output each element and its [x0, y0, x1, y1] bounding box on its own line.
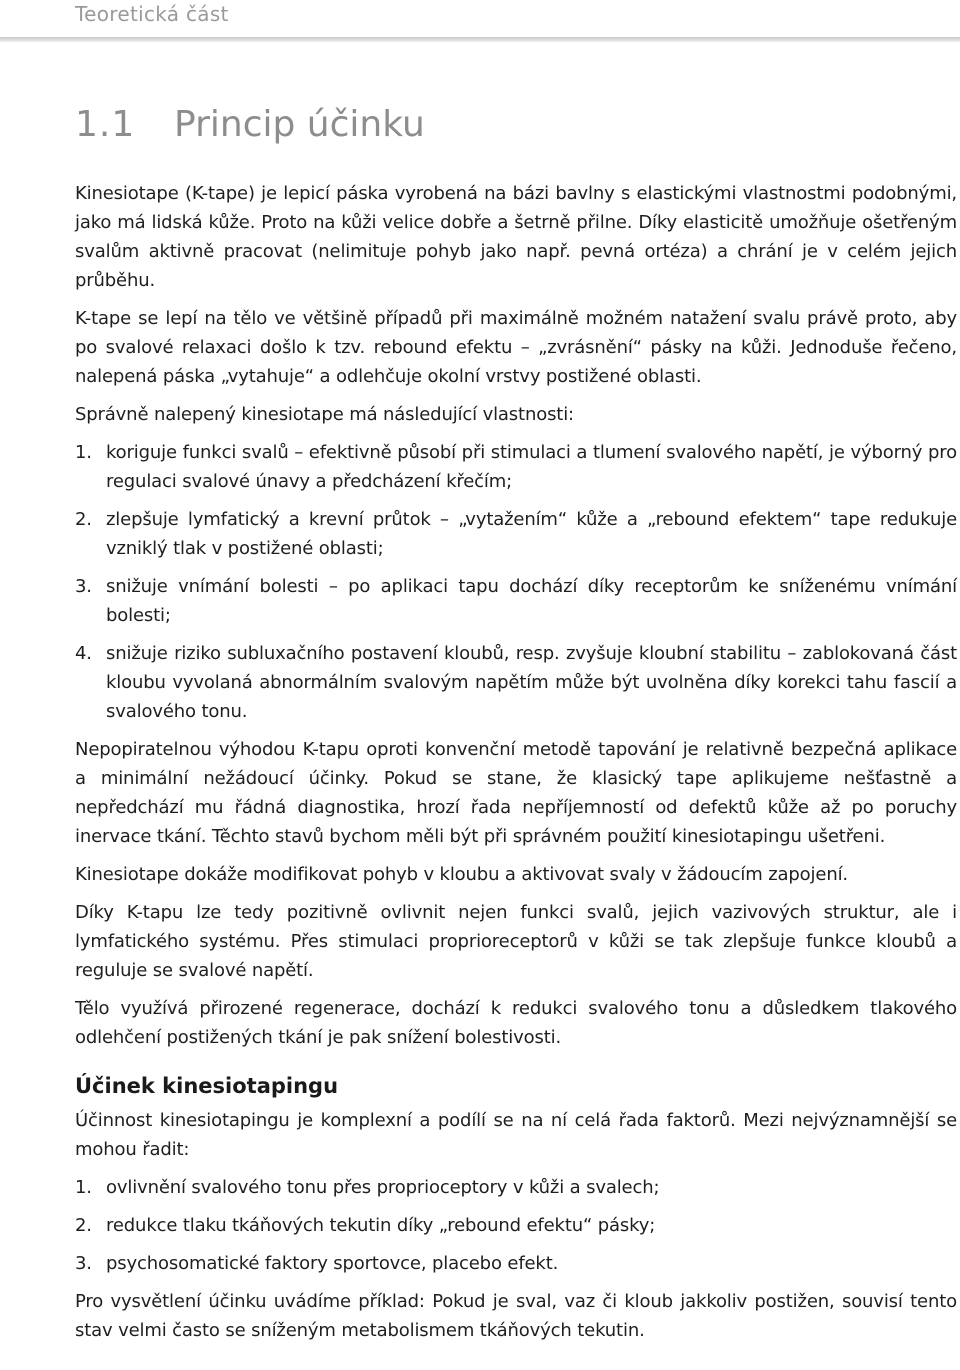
- list-item-text: snižuje riziko subluxačního postavení kloubů, resp. zvyšuje kloubní stabilitu – zablokovaná část kloubu vyvolaná abnormálním svalovým napětím může být uvolněna díky korekci tahu fascií a svalového tonu.: [106, 643, 957, 722]
- list-marker: 2.: [75, 509, 92, 530]
- section-title: Princip účinku: [174, 104, 425, 145]
- subsection-intro: Účinnost kinesiotapingu je komplexní a podílí se na ní celá řada faktorů. Mezi nejvýznamnější se mohou řadit:: [75, 1110, 957, 1160]
- list-item: [75, 1173, 957, 1202]
- list-marker: 3.: [75, 1253, 92, 1274]
- list-marker: 2.: [75, 1215, 92, 1236]
- list-item: [75, 505, 957, 563]
- list-item: [75, 1211, 957, 1240]
- body-paragraph-3: Díky K-tapu lze tedy pozitivně ovlivnit nejen funkci svalů, jejich vazivových struktur, ale i lymfatického systému. Přes stimulaci proprioreceptorů v kůži se tak zlepšuje funkce kloubů a reguluje se svalové napětí.: [75, 902, 957, 981]
- body-paragraph-1: Nepopiratelnou výhodou K-tapu oproti konvenční metodě tapování je relativně bezpečná aplikace a minimální nežádoucí účinky. Pokud se stane, že klasický tape aplikujeme nešťastně a nepředchází mu řádná diagnostika, hrozí řada nepříjemností od defektů kůže až po poruchy inervace tkání. Těchto stavů bychom měli být při správném použití kinesiotapingu ušetřeni.: [75, 739, 957, 847]
- intro-paragraph-3: Správně nalepený kinesiotape má následující vlastnosti:: [75, 404, 574, 425]
- list-item-text: ovlivnění svalového tonu přes proprioceptory v kůži a svalech;: [106, 1177, 660, 1198]
- body-paragraph-4: Tělo využívá přirozené regenerace, dochází k redukci svalového tonu a důsledkem tlakového odlehčení postižených tkání je pak snížení bolestivosti.: [75, 998, 957, 1048]
- body-paragraph-2: Kinesiotape dokáže modifikovat pohyb v kloubu a aktivovat svaly v žádoucím zapojení.: [75, 864, 849, 885]
- factors-list: [75, 1173, 957, 1278]
- intro-paragraph-2: K-tape se lepí na tělo ve většině případů při maximálně možném natažení svalu právě proto, aby po svalové relaxaci došlo k tzv. rebound efektu – „zvrásnění“ pásky na kůži. Jednoduše řečeno, nalepená páska „vytahuje“ a odlehčuje okolní vrstvy postižené oblasti.: [75, 308, 957, 387]
- list-item: [75, 572, 957, 630]
- list-item-text: redukce tlaku tkáňových tekutin díky „rebound efektu“ pásky;: [106, 1215, 656, 1236]
- list-marker: 3.: [75, 576, 92, 597]
- list-item: [75, 1249, 957, 1278]
- list-item-text: psychosomatické faktory sportovce, placebo efekt.: [106, 1253, 559, 1274]
- subsection-heading: Účinek kinesiotapingu: [75, 1074, 339, 1098]
- list-item-text: snižuje vnímání bolesti – po aplikaci tapu dochází díky receptorům ke sníženému vnímání bolesti;: [106, 576, 957, 626]
- running-head: Teoretická část: [75, 2, 229, 26]
- list-item-text: zlepšuje lymfatický a krevní průtok – „vytažením“ kůže a „rebound efektem“ tape redukuje vzniklý tlak v postižené oblasti;: [106, 509, 957, 559]
- list-marker: 4.: [75, 643, 92, 664]
- closing-paragraph: Pro vysvětlení účinku uvádíme příklad: Pokud je sval, vaz či kloub jakkoliv postižen, souvisí tento stav velmi často se sníženým metabolismem tkáňových tekutin.: [75, 1291, 957, 1341]
- intro-paragraph-1: Kinesiotape (K-tape) je lepicí páska vyrobená na bázi bavlny s elastickými vlastnostmi podobnými, jako má lidská kůže. Proto na kůži velice dobře a šetrně přilne. Díky elasticitě umožňuje ošetřeným svalům aktivně pracovat (nelimituje pohyb jako např. pevná ortéza) a chrání je v celém jejich průběhu.: [75, 183, 957, 291]
- properties-list: [75, 438, 957, 726]
- list-marker: 1.: [75, 1177, 92, 1198]
- list-item: [75, 639, 957, 726]
- header-divider: [0, 37, 960, 42]
- section-heading: [75, 102, 957, 148]
- list-item: [75, 438, 957, 496]
- list-item-text: koriguje funkci svalů – efektivně působí při stimulaci a tlumení svalového napětí, je výborný pro regulaci svalové únavy a předcházení křečím;: [106, 442, 957, 492]
- section-number: 1.1: [75, 104, 136, 145]
- page-content: [75, 102, 957, 1354]
- list-marker: 1.: [75, 442, 92, 463]
